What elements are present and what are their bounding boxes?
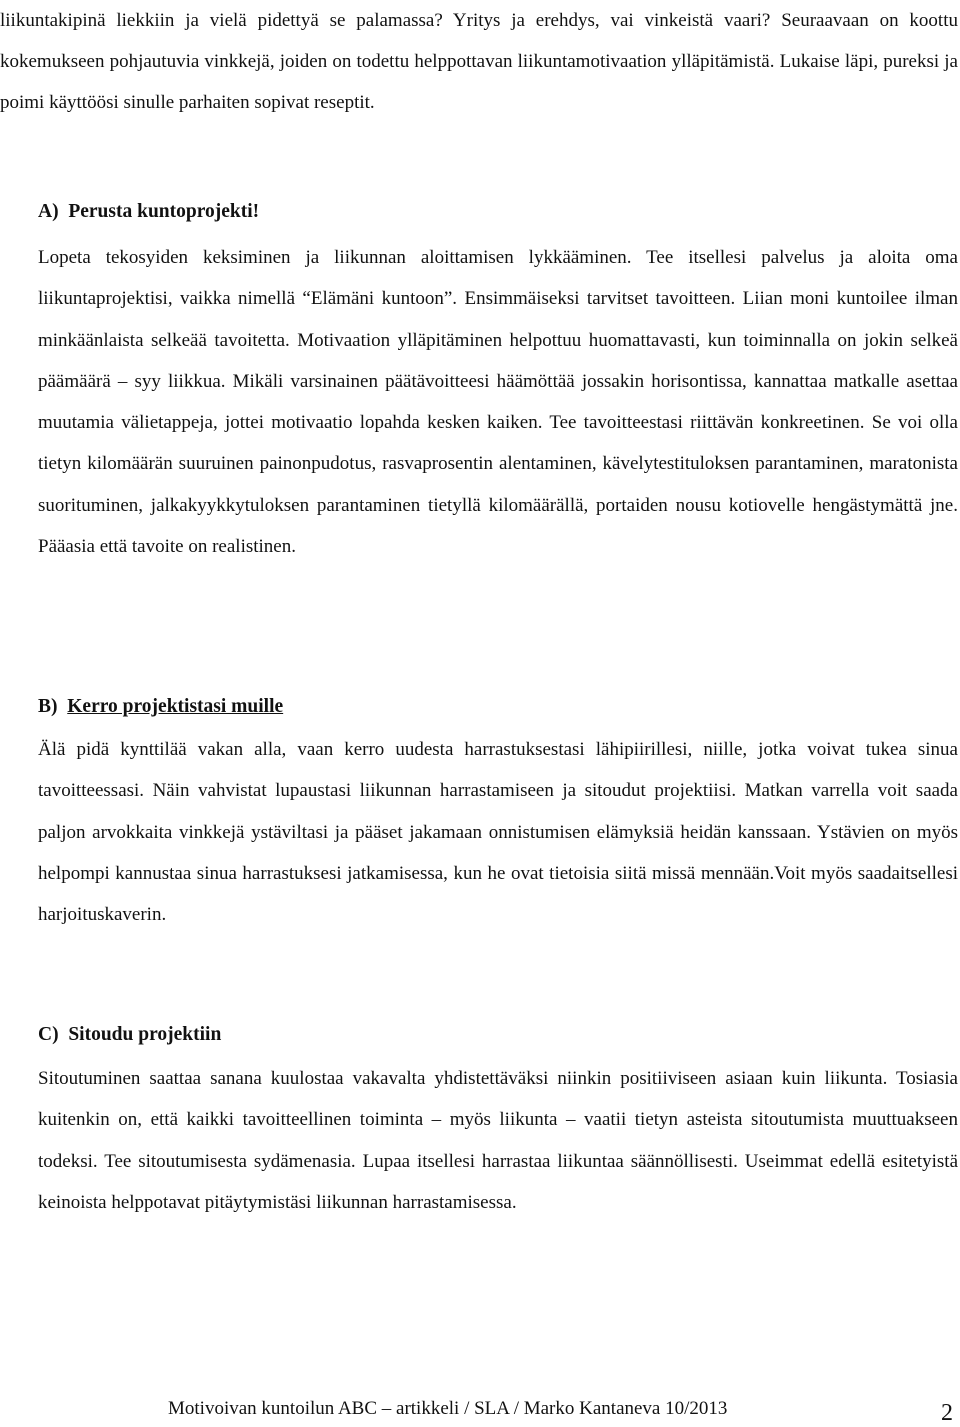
section-a-title: Perusta kuntoprojekti! [68,201,260,222]
section-c-heading [38,1024,221,1046]
section-b-body: Älä pidä kynttilää vakan alla, vaan kerro uudesta harrastuksestasi lähipiirillesi, niille, jotka voivat tukea sinua tavoitteessasi. Näin vahvistat lupaustasi liikunnan harrastamiseen ja sitoudut projektiisi. Matkan varrella voit saada paljon arvokkaita vinkkejä ystäviltasi ja pääset jakamaan onnistumisen elämyksiä heidän kanssaan. Ystävien on myös helpompi kannustaa sinua harrastuksesi jatkamisessa, kun he ovat tietoisia siitä missä mennään.Voit myös saadaitsellesi harjoituskaverin. [38,739,958,926]
section-b-title: Kerro projektistasi muille [67,696,284,717]
section-c-letter: C) [38,1024,59,1045]
section-a-heading [38,201,259,223]
section-a-letter: A) [38,201,59,222]
section-b-letter: B) [38,696,58,717]
page-number: 2 [941,1400,953,1426]
page-footer: Motivoivan kuntoilun ABC – artikkeli / SLA / Marko Kantaneva 10/2013 [168,1398,728,1419]
section-b-heading [38,696,283,718]
section-c-title: Sitoudu projektiin [68,1024,222,1045]
section-c-body: Sitoutuminen saattaa sanana kuulostaa vakavalta yhdistettäväksi niinkin positiiviseen asiaan kuin liikunta. Tosiasia kuitenkin on, että kaikki tavoitteellinen toiminta – myös liikunta – vaatii tietyn asteista sitoutumista muuttuakseen todeksi. Tee sitoutumisesta sydämenasia. Lupaa itsellesi harrastaa liikuntaa säännöllisesti. Useimmat edellä esitetyistä keinoista helppotavat pitäytymistäsi liikunnan harrastamisessa. [38,1068,958,1213]
section-a-body: Lopeta tekosyiden keksiminen ja liikunnan aloittamisen lykkääminen. Tee itsellesi palvelus ja aloita oma liikuntaprojektisi, vaikka nimellä “Elämäni kuntoon”. Ensimmäiseksi tarvitset tavoitteen. Liian moni kuntoilee ilman minkäänlaista selkeää tavoitetta. Motivaation ylläpitäminen helpottuu huomattavasti, kun toiminnalla on jokin selkeä päämäärä – syy liikkua. Mikäli varsinainen päätävoitteesi häämöttää jossakin horisontissa, kannattaa matkalle asettaa muutamia välietappeja, jottei motivaatio lopahda kesken kaiken. Tee tavoitteestasi riittävän konkreetinen. Se voi olla tietyn kilomäärän suuruinen painonpudotus, rasvaprosentin alentaminen, kävelytestituloksen parantaminen, maratonista suorituminen, jalkakyykkytuloksen parantaminen tietyllä kilomäärällä, portaiden nousu kotiovelle hengästymättä jne. Pääasia että tavoite on realistinen. [38,247,958,558]
intro-paragraph: liikuntakipinä liekkiin ja vielä pidettyä se palamassa? Yritys ja erehdys, vai vinkeistä vaari? Seuraavaan on koottu kokemukseen pohjautuvia vinkkejä, joiden on todettu helppottavan liikuntamotivaation ylläpitämistä. Lukaise läpi, pureksi ja poimi käyttöösi sinulle parhaiten sopivat reseptit. [0,10,958,113]
